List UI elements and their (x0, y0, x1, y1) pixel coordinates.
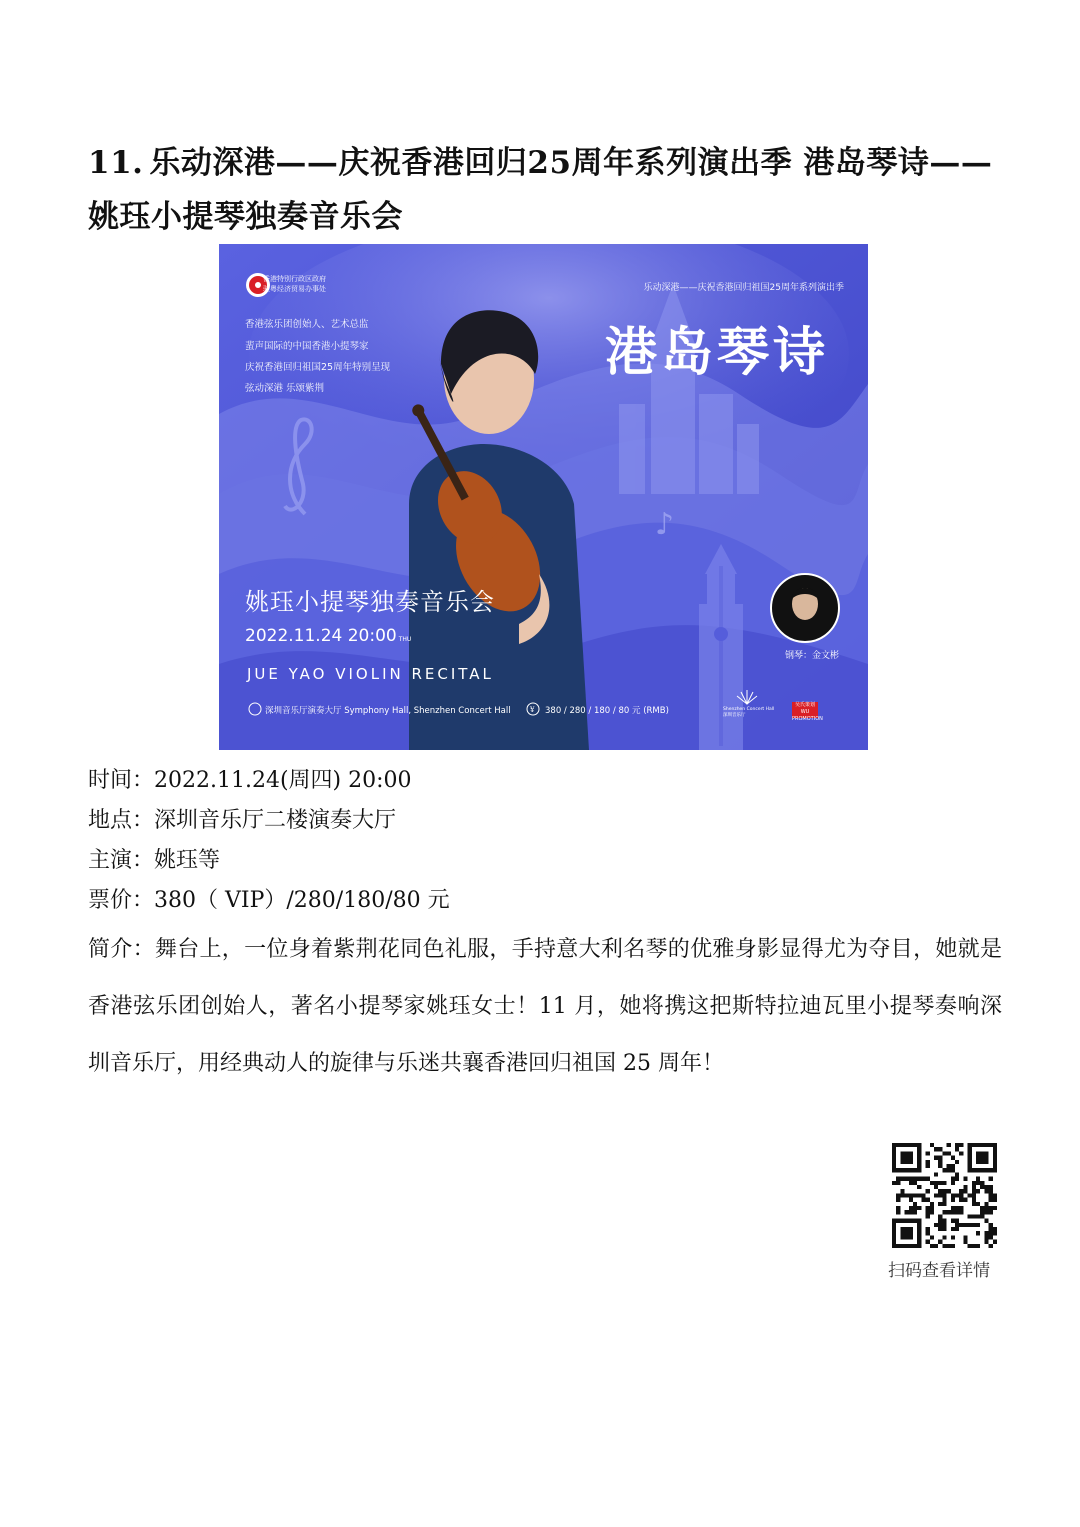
venue-label: 地点： (88, 808, 155, 833)
tagline-2: 蜚声国际的中国香港小提琴家 (245, 341, 369, 352)
concert-poster (219, 244, 868, 750)
price-label: 票价： (88, 888, 155, 913)
tagline-4: 弦动深港 乐颂紫荆 (245, 383, 325, 394)
event-intro (88, 921, 1002, 1092)
time-value: 2022.11.24(周四) 20:00 (154, 768, 412, 793)
event-time (88, 763, 1018, 794)
svg-text:¥: ¥ (530, 706, 535, 714)
heading-text: 乐动深港——庆祝香港回归25周年系列演出季 港岛琴诗——姚珏小提琴独奏音乐会 (88, 145, 993, 235)
tagline-3: 庆祝香港回归祖国25周年特别呈现 (245, 362, 391, 373)
poster-big-title: 港岛琴诗 (605, 323, 830, 383)
svg-text:♪: ♪ (655, 507, 675, 542)
lead-label: 主演： (88, 848, 155, 873)
price-value: 380（ VIP）/280/180/80 元 (154, 888, 450, 913)
venue-value: 深圳音乐厅二楼演奏大厅 (154, 808, 397, 833)
concert-hall-logo-text: Shenzhen Concert Hall 深圳音乐厅 (723, 707, 775, 718)
poster-english-title: JUE YAO VIOLIN RECITAL (247, 665, 494, 683)
series-title: 乐动深港——庆祝香港回归祖国25周年系列演出季 (643, 283, 844, 293)
lead-value: 姚珏等 (154, 848, 221, 873)
time-label: 时间： (88, 768, 155, 793)
poster-concert-title: 姚珏小提琴独奏音乐会 (245, 588, 495, 616)
event-price (88, 883, 1018, 914)
event-lead (88, 843, 1018, 874)
qr-caption: 扫码查看详情 (888, 1261, 990, 1281)
intro-label: 简介： (88, 937, 155, 962)
wu-promotion-logo: 吴氏策划 WU PROMOTION (792, 702, 823, 722)
tagline-1: 香港弦乐团创始人、艺术总监 (245, 319, 369, 330)
poster-price: 380 / 280 / 180 / 80 元 (RMB) (545, 706, 669, 716)
gov-office-name: 香港特别行政区政府 驻粤经济贸易办事处 (263, 275, 326, 293)
qr-code[interactable] (892, 1143, 997, 1248)
article-heading (88, 136, 1006, 244)
intro-text: 舞台上，一位身着紫荆花同色礼服，手持意大利名琴的优雅身影显得尤为夺目，她就是香港弦乐团创始人，著名小提琴家姚珏女士！11 月，她将携这把斯特拉迪瓦里小提琴奏响深圳音乐厅，用经典动人的旋律与乐迷共襄香港回归祖国 25 周年！ (88, 937, 1002, 1076)
poster-pianist: 钢琴：金文彬 (785, 651, 840, 661)
poster-date: 2022.11.24 20:00 THU (245, 626, 412, 646)
heading-number: 11. (88, 145, 144, 181)
poster-venue: 深圳音乐厅演奏大厅 Symphony Hall, Shenzhen Concert Hall (265, 706, 511, 716)
event-venue (88, 803, 1018, 834)
